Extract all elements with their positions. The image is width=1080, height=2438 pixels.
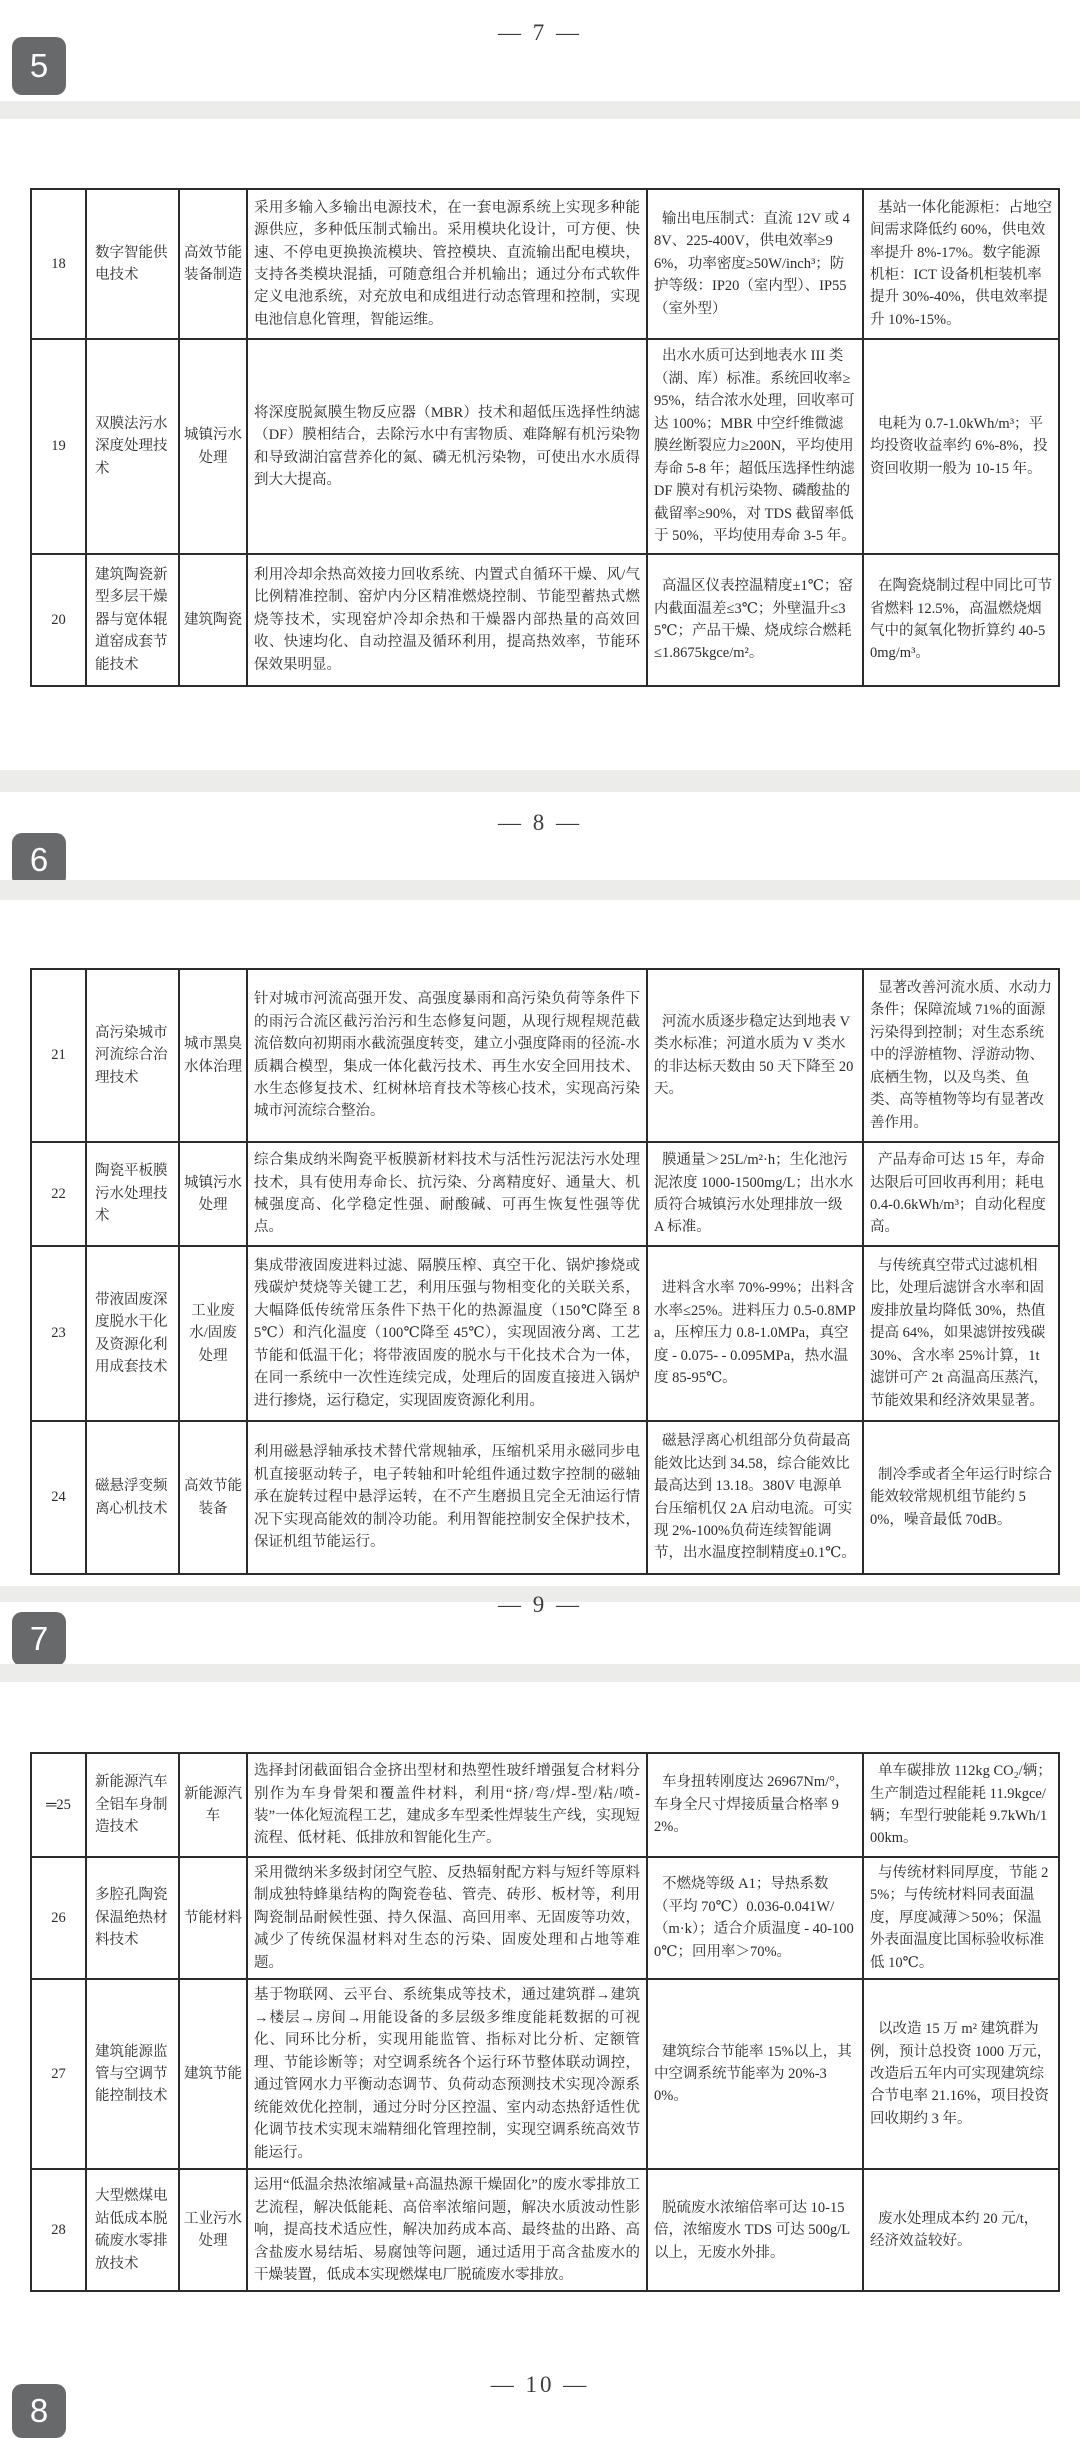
technology-effects: 在陶瓷烧制过程中同比可节省燃料 12.5%，高温燃烧烟气中的氮氧化物折算约 40-50mg/m³。 <box>863 554 1059 686</box>
technology-name: 双膜法污水深度处理技术 <box>86 339 179 554</box>
page-badge-5[interactable]: 5 <box>12 37 66 95</box>
technology-description: 采用微纳米多级封闭空气腔、反热辐射配方料与短纤等原料制成独特蜂巢结构的陶瓷卷毡、管壳、砖形、板材等，利用陶瓷制品耐候性强、持久保温、高回用率、无固废等功效，减少了传统保温材料对生态的污染、固废处理和占地等难题。 <box>247 1857 647 1979</box>
row-number: 23 <box>31 1246 86 1421</box>
table-row <box>31 1979 1059 2169</box>
technology-name: 建筑陶瓷新型多层干燥器与宽体辊道窑成套节能技术 <box>86 554 179 686</box>
technology-indicators: 膜通量＞25L/m²·h；生化池污泥浓度 1000-1500mg/L；出水水质符合城镇污水处理排放一级 A 标准。 <box>647 1142 863 1246</box>
technology-description: 集成带液固废进料过滤、隔膜压榨、真空干化、锅炉掺烧或残碳炉焚烧等关键工艺，利用压强与物相变化的关联关系，大幅降低传统常压条件下热干化的热源温度（150℃降至 85℃）和汽化温度（100℃降至 45℃），实现固液分离、工艺节能和低温干化；将带液固废的脱水与干化技术合为一体，在同一系统中一次性连续完成，处理后的固废直接进入锅炉进行掺烧，运行稳定，实现固废资源化利用。 <box>247 1246 647 1421</box>
table-row <box>31 1421 1059 1574</box>
technology-description: 综合集成纳米陶瓷平板膜新材料技术与活性污泥法污水处理技术，具有使用寿命长、抗污染、分离精度好、通量大、机械强度高、化学稳定性强、耐酸碱、可再生恢复性强等优点。 <box>247 1142 647 1246</box>
technology-name: 建筑能源监管与空调节能控制技术 <box>86 1979 179 2169</box>
technology-description: 运用“低温余热浓缩减量+高温热源干燥固化”的废水零排放工艺流程，解决低能耗、高倍率浓缩问题，解决水质波动性影响，提高技术适应性，解决加药成本高、最终盐的出路、高含盐废水易结垢、易腐蚀等问题，通过适用于高含盐废水的干燥装置，低成本实现燃煤电厂脱硫废水零排放。 <box>247 2169 647 2291</box>
page-badge-7[interactable]: 7 <box>12 1612 66 1666</box>
page-gap <box>0 880 1080 900</box>
technology-name: 陶瓷平板膜污水处理技术 <box>86 1142 179 1246</box>
technology-field: 建筑节能 <box>179 1979 247 2169</box>
technology-indicators: 磁悬浮离心机组部分负荷最高能效比达到 34.58，综合能效比最高达到 13.18。380V 电源单台压缩机仅 2A 启动电流。可实现 2%-100%负荷连续智能调节，出水温度控制精度±0.1℃。 <box>647 1421 863 1574</box>
technology-indicators: 输出电压制式：直流 12V 或 48V、225-400V，供电效率≥96%，功率密度≥50W/inch³；防护等级：IP20（室内型）、IP55（室外型） <box>647 189 863 339</box>
technology-field: 工业污水处理 <box>179 2169 247 2291</box>
table-row <box>31 189 1059 339</box>
technology-field: 建筑陶瓷 <box>179 554 247 686</box>
table-row <box>31 2169 1059 2291</box>
technology-name: 数字智能供电技术 <box>86 189 179 339</box>
page-number-8: — 8 — <box>498 810 582 835</box>
technology-indicators: 脱硫废水浓缩倍率可达 10-15 倍，浓缩废水 TDS 可达 500g/L 以上，无废水外排。 <box>647 2169 863 2291</box>
technology-effects: 电耗为 0.7-1.0kWh/m³；平均投资收益率约 6%-8%，投资回收期一般为 10-15 年。 <box>863 339 1059 554</box>
table-row <box>31 1857 1059 1979</box>
row-number: 22 <box>31 1142 86 1246</box>
technology-field: 工业废水/固废处理 <box>179 1246 247 1421</box>
technology-effects: 与传统真空带式过滤机相比，处理后滤饼含水率和固废排放量均降低 30%，热值提高 64%，如果滤饼按残碳 30%、含水率 25%计算，1t 滤饼可产 2t 高温高压蒸汽，节能效果和经济效果显著。 <box>863 1246 1059 1421</box>
technology-field: 高效节能装备制造 <box>179 189 247 339</box>
technology-name: 大型燃煤电站低成本脱硫废水零排放技术 <box>86 2169 179 2291</box>
page-gap <box>0 101 1080 119</box>
technology-field: 新能源汽车 <box>179 1753 247 1857</box>
technology-name: 带液固废深度脱水干化及资源化利用成套技术 <box>86 1246 179 1421</box>
technology-table-page-9 <box>30 1752 1060 2292</box>
table-row <box>31 1753 1059 1857</box>
technology-indicators: 车身扭转刚度达 26967Nm/°，车身全尺寸焊接质量合格率 92%。 <box>647 1753 863 1857</box>
technology-field: 城镇污水处理 <box>179 1142 247 1246</box>
technology-effects: 以改造 15 万 m² 建筑群为例，预计总投资 1000 万元，改造后五年内可实现建筑综合节电率 21.16%，项目投资回收期约 3 年。 <box>863 1979 1059 2169</box>
technology-description: 利用冷却余热高效接力回收系统、内置式自循环干燥、风/气比例精准控制、窑炉内分区精准燃烧控制、节能型蓄热式燃烧等技术，实现窑炉冷却余热和干燥器内部热量的高效回收、快速均化、自动控温及循环利用，提高热效率，节能环保效果明显。 <box>247 554 647 686</box>
technology-field: 高效节能装备 <box>179 1421 247 1574</box>
page-number-9: — 9 — <box>498 1592 582 1617</box>
row-number: 24 <box>31 1421 86 1574</box>
page-number-10: — 10 — <box>490 2372 590 2397</box>
technology-indicators: 建筑综合节能率 15%以上，其中空调系统节能率为 20%-30%。 <box>647 1979 863 2169</box>
technology-effects: 废水处理成本约 20 元/t，经济效益较好。 <box>863 2169 1059 2291</box>
row-number: 19 <box>31 339 86 554</box>
page-gap <box>0 770 1080 792</box>
technology-description: 针对城市河流高强开发、高强度暴雨和高污染负荷等条件下的雨污合流区截污治污和生态修复问题，从现行规程规范截流倍数向初期雨水截流强度转变，建立小强度降雨的径流-水质耦合模型，集成一体化截污技术、再生水安全回用技术、水生态修复技术、红树林培育技术等核心技术，实现高污染城市河流综合整治。 <box>247 969 647 1142</box>
technology-effects: 与传统材料同厚度，节能 25%；与传统材料同表面温度，厚度减薄＞50%；保温外表面温度比国标验收标准低 10℃。 <box>863 1857 1059 1979</box>
table-row <box>31 969 1059 1142</box>
page-gap <box>0 1664 1080 1682</box>
table-row <box>31 1246 1059 1421</box>
technology-effects: 产品寿命可达 15 年，寿命达限后可回收再利用；耗电 0.4-0.6kWh/m³；自动化程度高。 <box>863 1142 1059 1246</box>
row-number: 27 <box>31 1979 86 2169</box>
technology-indicators: 高温区仪表控温精度±1℃；窑内截面温差≤3℃；外壁温升≤35℃；产品干燥、烧成综合燃耗≤1.8675kgce/m²。 <box>647 554 863 686</box>
technology-field: 城市黑臭水体治理 <box>179 969 247 1142</box>
technology-field: 节能材料 <box>179 1857 247 1979</box>
technology-description: 将深度脱氮膜生物反应器（MBR）技术和超低压选择性纳滤（DF）膜相结合，去除污水中有害物质、难降解有机污染物和导致湖泊富营养化的氮、磷无机污染物，可使出水水质得到大大提高。 <box>247 339 647 554</box>
technology-description: 基于物联网、云平台、系统集成等技术，通过建筑群→建筑→楼层→房间→用能设备的多层级多维度能耗数据的可视化、同环比分析，实现用能监管、指标对比分析、定额管理、节能诊断等；对空调系统各个运行环节整体联动调控，通过管网水力平衡动态调节、负荷动态预测技术实现冷源系统能效优化控制，通过分时分区控温、室内动态热舒适性优化调节技术实现末端精细化管理控制，实现空调系统高效节能运行。 <box>247 1979 647 2169</box>
technology-description: 采用多输入多输出电源技术，在一套电源系统上实现多种能源供应，多种低压制式输出。采用模块化设计，可方便、快速、不停电更换换流模块、管控模块、直流输出配电模块，支持各类模块混插，可随意组合并机输出；通过分布式软件定义电池系统，对充放电和成组进行动态管理和控制，实现电池信息化管理，智能运维。 <box>247 189 647 339</box>
technology-effects: 单车碳排放 112kg CO₂/辆；生产制造过程能耗 11.9kgce/辆；车型行驶能耗 9.7kWh/100km。 <box>863 1753 1059 1857</box>
technology-indicators: 进料含水率 70%-99%；出料含水率≤25%。进料压力 0.5-0.8MPa，压榨压力 0.8-1.0MPa，真空度 - 0.075- - 0.095MPa，热水温度 85-95℃。 <box>647 1246 863 1421</box>
technology-name: 高污染城市河流综合治理技术 <box>86 969 179 1142</box>
row-number: ═25 <box>31 1753 86 1857</box>
technology-effects: 显著改善河流水质、水动力条件；保障流域 71%的面源污染得到控制；对生态系统中的浮游植物、浮游动物、底栖生物，以及鸟类、鱼类、高等植物等均有显著改善作用。 <box>863 969 1059 1142</box>
technology-indicators: 河流水质逐步稳定达到地表 V 类水标准；河道水质为 V 类水的非达标天数由 50 天下降至 20 天。 <box>647 969 863 1142</box>
technology-table-page-7 <box>30 188 1060 687</box>
page-number-7: — 7 — <box>498 20 582 45</box>
technology-name: 磁悬浮变频离心机技术 <box>86 1421 179 1574</box>
technology-table-page-8 <box>30 968 1060 1575</box>
technology-name: 多腔孔陶瓷保温绝热材料技术 <box>86 1857 179 1979</box>
technology-effects: 基站一体化能源柜：占地空间需求降低约 60%，供电效率提升 8%-17%。数字能源机柜：ICT 设备机柜装机率提升 30%-40%，供电效率提升 10%-15%。 <box>863 189 1059 339</box>
page-badge-6[interactable]: 6 <box>12 833 66 887</box>
row-number: 18 <box>31 189 86 339</box>
technology-indicators: 不燃烧等级 A1；导热系数（平均 70℃）0.036-0.041W/（m·k）；适合介质温度 - 40-1000℃；回用率＞70%。 <box>647 1857 863 1979</box>
row-number: 21 <box>31 969 86 1142</box>
table-row <box>31 339 1059 554</box>
technology-name: 新能源汽车全铝车身制造技术 <box>86 1753 179 1857</box>
row-number: 28 <box>31 2169 86 2291</box>
technology-effects: 制冷季或者全年运行时综合能效较常规机组节能约 50%，噪音最低 70dB。 <box>863 1421 1059 1574</box>
row-number: 26 <box>31 1857 86 1979</box>
table-row <box>31 1142 1059 1246</box>
technology-description: 选择封闭截面铝合金挤出型材和热塑性玻纤增强复合材料分别作为车身骨架和覆盖件材料，利用“挤/弯/焊-型/粘/喷-装”一体化短流程工艺，建成多车型柔性焊装生产线，实现短流程、低材耗、低排放和智能化生产。 <box>247 1753 647 1857</box>
table-row <box>31 554 1059 686</box>
technology-description: 利用磁悬浮轴承技术替代常规轴承，压缩机采用永磁同步电机直接驱动转子，电子转轴和叶轮组件通过数字控制的磁轴承在旋转过程中悬浮运转，在不产生磨损且完全无油运行情况下实现高能效的制冷功能。利用智能控制安全保护技术，保证机组节能运行。 <box>247 1421 647 1574</box>
row-number: 20 <box>31 554 86 686</box>
technology-indicators: 出水水质可达到地表水 III 类（湖、库）标准。系统回收率≥95%，结合浓水处理，回收率可达 100%；MBR 中空纤维微滤膜丝断裂应力≥200N，平均使用寿命 5-8 年；超低压选择性纳滤 DF 膜对有机污染物、磷酸盐的截留率≥90%，对 TDS 截留率低于 50%，平均使用寿命 3-5 年。 <box>647 339 863 554</box>
technology-field: 城镇污水处理 <box>179 339 247 554</box>
page-badge-8[interactable]: 8 <box>12 2384 66 2438</box>
